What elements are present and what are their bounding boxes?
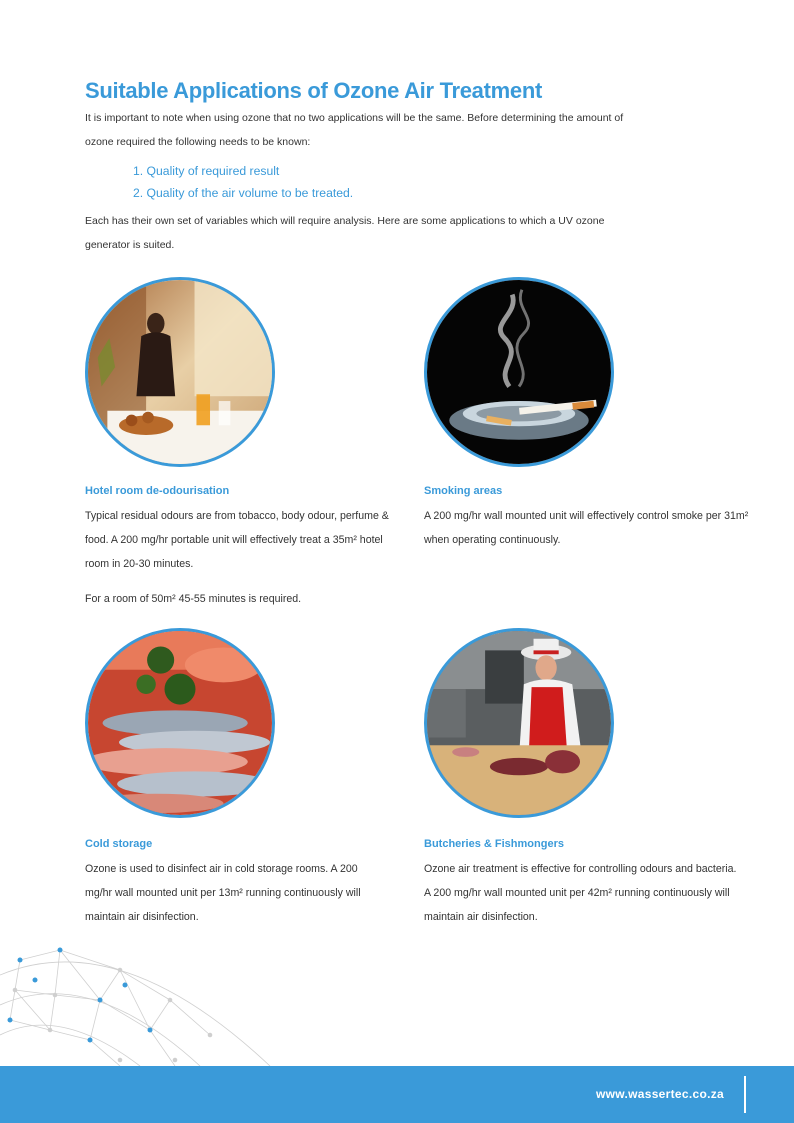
section-title-hotel: Hotel room de-odourisation: [85, 485, 230, 497]
footer-bar: [0, 1066, 794, 1123]
footer-divider: [744, 1076, 746, 1113]
cold-storage-image: [85, 628, 275, 818]
section-body-cold-storage: Ozone is used to disinfect air in cold storage rooms. A 200 mg/hr wall mounted unit per 13m² running continuously will maintain air disinfection.: [85, 863, 361, 923]
website-link[interactable]: www.wassertec.co.za: [596, 1087, 724, 1101]
section-title-butcheries: Butcheries & Fishmongers: [424, 838, 564, 850]
section-title-smoking: Smoking areas: [424, 485, 503, 497]
section-body-smoking: A 200 mg/hr wall mounted unit will effectively control smoke per 31m² when operating continuously.: [424, 510, 749, 546]
section-note-hotel: For a room of 50m² 45-55 minutes is required.: [85, 593, 302, 605]
butchery-image: [424, 628, 614, 818]
hotel-room-image: [85, 277, 275, 467]
page-title: Suitable Applications of Ozone Air Treatment: [85, 78, 543, 103]
smoking-image: [424, 277, 614, 467]
section-body-hotel: Typical residual odours are from tobacco, body odour, perfume & food. A 200 mg/hr portable unit will effectively treat a 35m² hotel room in 20-30 minutes.: [85, 510, 389, 570]
requirement-item: 1. Quality of required result: [133, 164, 280, 178]
requirements-list: [133, 160, 353, 204]
section-title-cold-storage: Cold storage: [85, 838, 153, 850]
network-globe-graphic: [0, 935, 290, 1066]
applications-intro: Each has their own set of variables which will require analysis. Here are some applications to which a UV ozone generator is suited.: [85, 215, 605, 251]
intro-paragraph: It is important to note when using ozone that no two applications will be the same. Before determining the amount of ozone required the following needs to be known:: [85, 112, 624, 148]
section-body-butcheries: Ozone air treatment is effective for controlling odours and bacteria. A 200 mg/hr wall mounted unit per 42m² running continuously will maintain air disinfection.: [424, 863, 737, 923]
requirement-item: 2. Quality of the air volume to be treated.: [133, 186, 354, 200]
